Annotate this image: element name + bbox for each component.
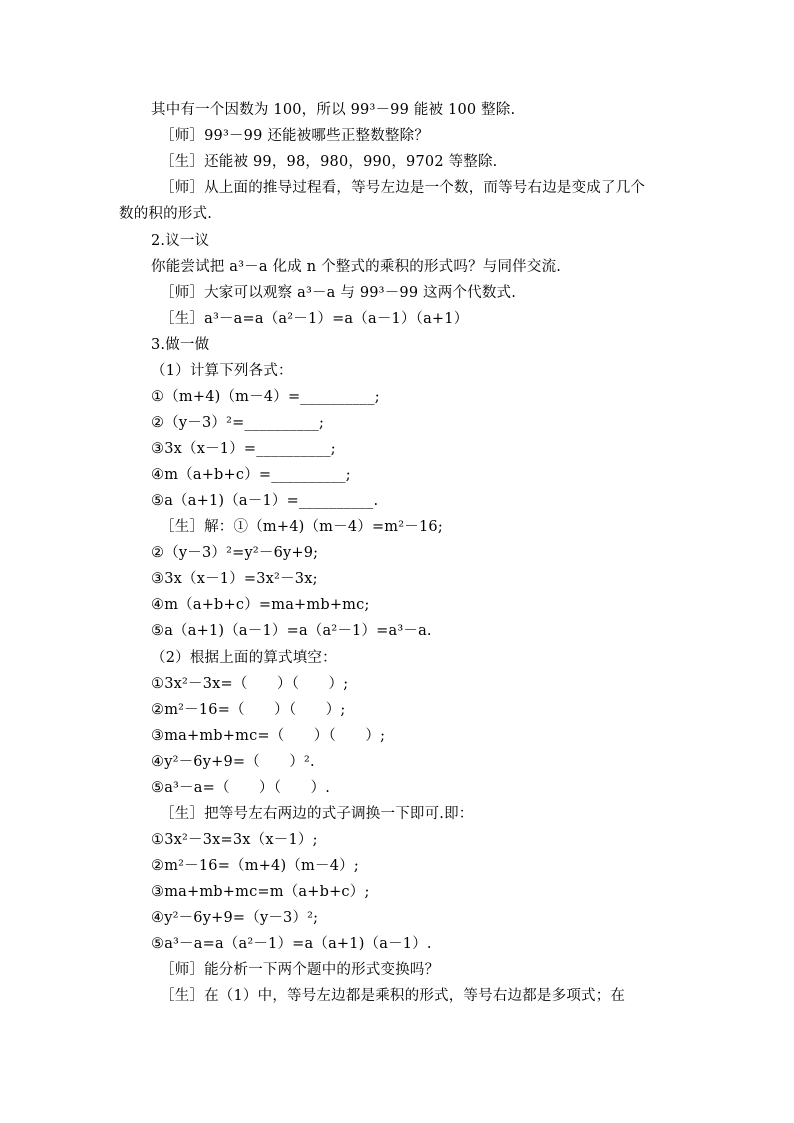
text-line: （1）计算下列各式：	[151, 363, 293, 379]
text-line: ③3x（x－1）=3x²－3x;	[151, 571, 318, 587]
section-heading: 2.议一议	[151, 233, 210, 249]
text-line: 数的积的形式.	[119, 206, 213, 222]
text-line: （2）根据上面的算式填空：	[151, 650, 337, 666]
text-line: ②（y－3）²=__________;	[151, 415, 325, 431]
text-line: ①3x²－3x=3x（x－1）;	[151, 832, 318, 848]
text-line: ⑤a³－a=a（a²－1）=a（a+1)（a－1）.	[151, 936, 432, 952]
text-line: ［生］解：①（m+4)（m－4）=m²－16;	[160, 519, 443, 535]
text-line: ④y²－6y+9=（ ）².	[151, 754, 315, 770]
text-line: ③3x（x－1）=__________;	[151, 441, 336, 457]
text-line: ②m²－16=（ ）（ ）;	[151, 702, 346, 718]
text-line: 其中有一个因数为 100，所以 99³－99 能被 100 整除.	[151, 102, 516, 118]
text-line: ［师］99³－99 还能被哪些正整数整除？	[160, 128, 430, 144]
text-line: ⑤a³－a=（ ）（ ）.	[151, 780, 331, 796]
text-line: ③ma+mb+mc=（ ）（ ）;	[151, 728, 386, 744]
text-line: ①（m+4)（m－4）=__________;	[151, 389, 380, 405]
text-line: ［师］大家可以观察 a³－a 与 99³－99 这两个代数式.	[160, 285, 517, 301]
text-line: ②m²－16=（m+4)（m－4）;	[151, 858, 359, 874]
text-line: ①3x²－3x=（ ）（ ）;	[151, 676, 349, 692]
text-line: 你能尝试把 a³－a 化成 n 个整式的乘积的形式吗？与同伴交流.	[151, 259, 562, 275]
text-line: ④m（a+b+c）=ma+mb+mc;	[151, 597, 370, 613]
section-heading: 3.做一做	[151, 337, 210, 353]
text-line: ⑤a（a+1)（a－1）=__________.	[151, 493, 379, 509]
text-line: ［师］从上面的推导过程看，等号左边是一个数，而等号右边是变成了几个	[160, 180, 646, 196]
text-line: ［生］a³－a=a（a²－1）=a（a－1）（a+1）	[160, 311, 469, 327]
text-line: ［生］在（1）中，等号左边都是乘积的形式，等号右边都是多项式；在	[160, 988, 626, 1004]
text-line: ④m（a+b+c）=__________;	[151, 467, 351, 483]
text-line: ［生］把等号左右两边的式子调换一下即可.即：	[160, 806, 474, 822]
text-line: ③ma+mb+mc=m（a+b+c）;	[151, 884, 370, 900]
text-line: ⑤a（a+1)（a－1）=a（a²－1）=a³－a.	[151, 623, 432, 639]
text-line: ［师］能分析一下两个题中的形式变换吗？	[160, 962, 440, 978]
text-line: ④y²－6y+9=（y－3）²;	[151, 910, 319, 926]
text-line: ［生］还能被 99，98，980，990，9702 等整除.	[160, 154, 498, 170]
text-line: ②（y－3）²=y²－6y+9;	[151, 545, 319, 561]
